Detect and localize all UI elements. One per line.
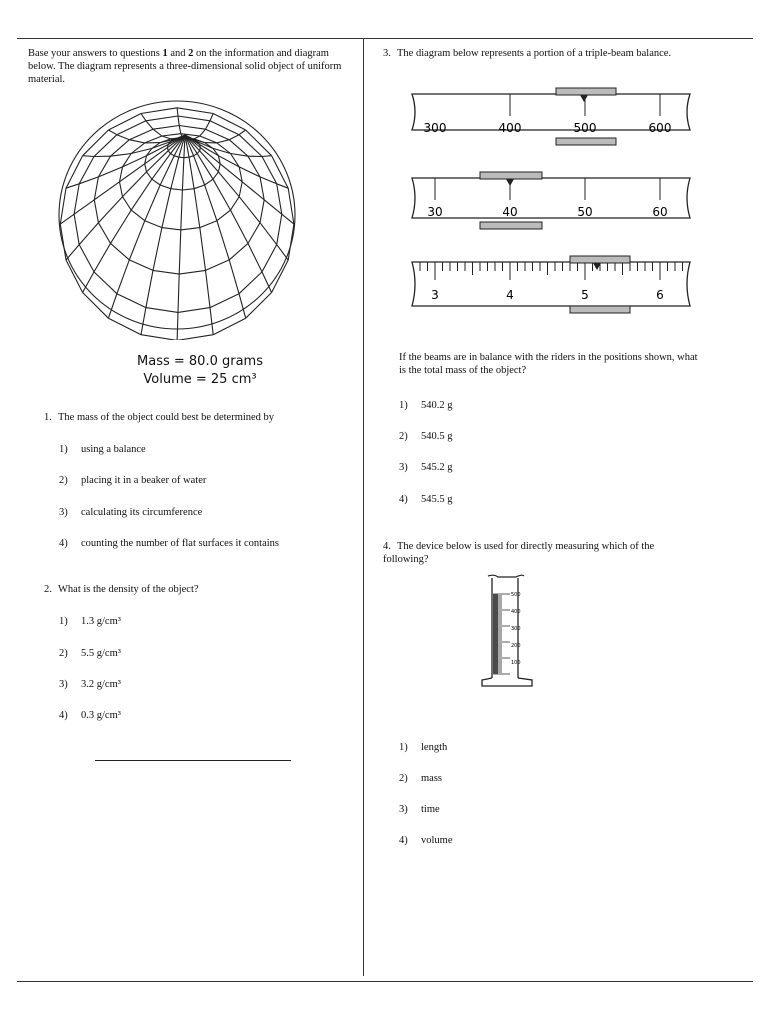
question-1: 1. The mass of the object could best be determined by — [44, 412, 275, 423]
q3-option-4[interactable]: 4) 545.5 g — [399, 494, 453, 505]
beam-ones — [412, 256, 690, 313]
volume-caption: Volume = 25 cm³ — [143, 372, 257, 387]
beam2-label-40: 40 — [502, 205, 518, 219]
q1-option-3[interactable]: 3) calculating its circumference — [59, 507, 203, 518]
cylinder-label-500: 500 — [511, 592, 521, 598]
question-3-followup: If the beams are in balance with the riders in the positions shown, what is the total mass of the object? — [399, 352, 698, 376]
q2-option-1[interactable]: 1) 1.3 g/cm³ — [59, 616, 121, 627]
beam3-label-4: 4 — [506, 288, 514, 302]
q2-option-2[interactable]: 2) 5.5 g/cm³ — [59, 648, 121, 659]
q1-option-4[interactable]: 4) counting the number of flat surfaces it contains — [59, 538, 279, 549]
question-3: 3. The diagram below represents a portion of a triple-beam balance. — [383, 48, 672, 59]
beam2-label-30: 30 — [427, 205, 443, 219]
q4-option-3[interactable]: 3) time — [399, 804, 440, 815]
q4-option-1[interactable]: 1) length — [399, 742, 448, 753]
polyhedron-figure — [55, 95, 315, 340]
mass-caption: Mass = 80.0 grams — [137, 354, 263, 369]
intro-text: Base your answers to questions 1 and 2 on the information and diagram below. The diagram represents a three-dimensional solid object of uniform material. — [28, 48, 342, 85]
q3-option-1[interactable]: 1) 540.2 g — [399, 400, 453, 411]
q2-option-3[interactable]: 3) 3.2 g/cm³ — [59, 679, 121, 690]
section-separator — [95, 760, 291, 761]
beam-tens — [412, 172, 690, 229]
cylinder-label-300: 300 — [511, 626, 521, 632]
top-rule — [17, 38, 753, 39]
beam1-label-600: 600 — [648, 121, 672, 135]
beam1-label-500: 500 — [573, 121, 597, 135]
beam2-label-50: 50 — [577, 205, 593, 219]
cylinder-label-400: 400 — [511, 609, 521, 615]
q2-option-4[interactable]: 4) 0.3 g/cm³ — [59, 710, 121, 721]
q3-option-2[interactable]: 2) 540.5 g — [399, 431, 453, 442]
beam3-label-6: 6 — [656, 288, 664, 302]
graduated-cylinder-figure — [478, 572, 536, 690]
q3-option-3[interactable]: 3) 545.2 g — [399, 462, 453, 473]
cylinder-label-200: 200 — [511, 643, 521, 649]
beam-hundreds — [412, 88, 690, 145]
beam3-label-3: 3 — [431, 288, 439, 302]
q4-option-4[interactable]: 4) volume — [399, 835, 453, 846]
question-4: 4. The device below is used for directly measuring which of the following? — [383, 541, 655, 565]
q4-option-2[interactable]: 2) mass — [399, 773, 442, 784]
q1-option-1[interactable]: 1) using a balance — [59, 444, 146, 455]
q1-option-2[interactable]: 2) placing it in a beaker of water — [59, 475, 207, 486]
question-2: 2. What is the density of the object? — [44, 584, 199, 595]
cylinder-label-100: 100 — [511, 660, 521, 666]
beam1-label-400: 400 — [498, 121, 522, 135]
column-divider — [363, 39, 364, 976]
beam1-label-300: 300 — [423, 121, 447, 135]
triple-beam-balance — [400, 82, 700, 322]
beam2-label-60: 60 — [652, 205, 668, 219]
beam3-label-5: 5 — [581, 288, 589, 302]
bottom-rule — [17, 981, 753, 982]
